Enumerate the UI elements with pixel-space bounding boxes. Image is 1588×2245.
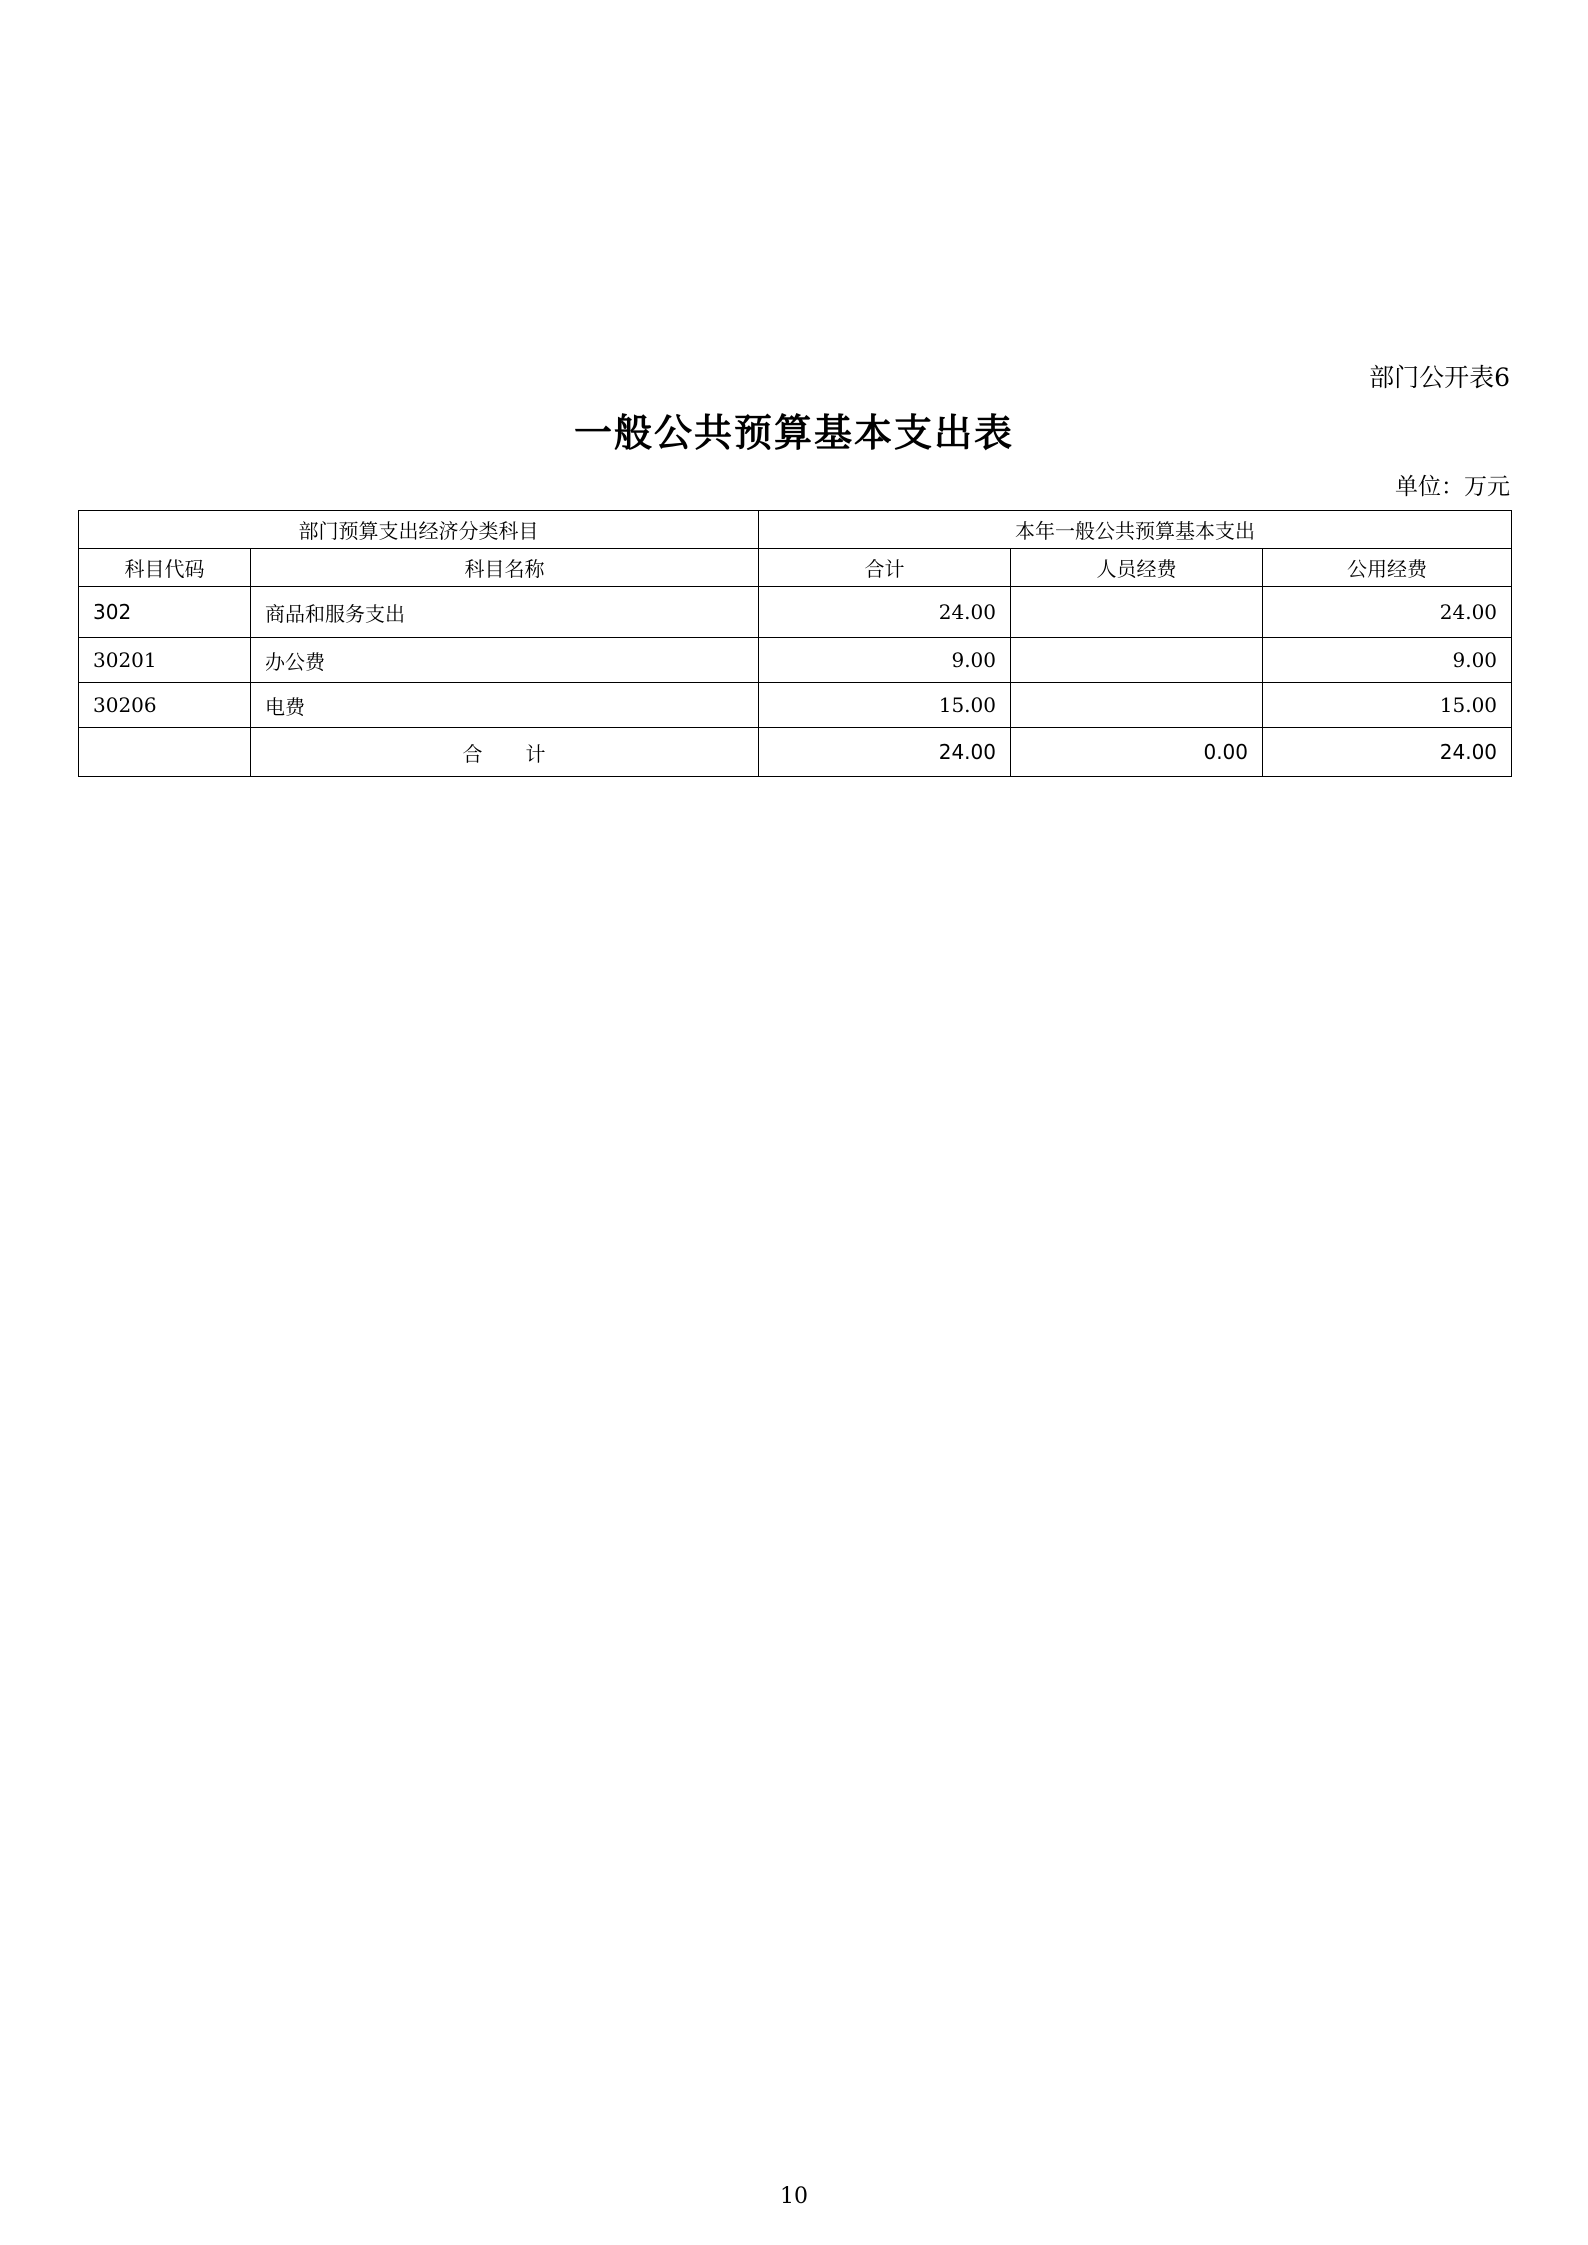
table-row (79, 587, 1512, 638)
row-total: 15.00 (759, 683, 1011, 728)
column-header-name: 科目名称 (251, 549, 759, 587)
column-header-public: 公用经费 (1263, 549, 1512, 587)
total-personnel: 0.00 (1011, 728, 1263, 777)
column-header-personnel: 人员经费 (1011, 549, 1263, 587)
row-name: 商品和服务支出 (251, 587, 759, 638)
column-header-row (79, 549, 1512, 587)
row-personnel (1011, 683, 1263, 728)
row-name: 办公费 (251, 638, 759, 683)
column-header-total: 合计 (759, 549, 1011, 587)
table-id-label: 部门公开表6 (1369, 363, 1510, 392)
row-public: 24.00 (1263, 587, 1512, 638)
table-row (79, 638, 1512, 683)
total-row (79, 728, 1512, 777)
total-total: 24.00 (759, 728, 1011, 777)
unit-label: 单位：万元 (1395, 474, 1510, 500)
row-code: 302 (79, 587, 251, 638)
group-header-row (79, 511, 1512, 549)
row-name: 电费 (251, 683, 759, 728)
total-public: 24.00 (1263, 728, 1512, 777)
row-code: 30201 (79, 638, 251, 683)
column-header-code: 科目代码 (79, 549, 251, 587)
group-header-economic-classification: 部门预算支出经济分类科目 (79, 511, 759, 549)
group-header-basic-expenditure: 本年一般公共预算基本支出 (759, 511, 1512, 549)
total-label: 合 计 (251, 728, 759, 777)
page-number: 10 (780, 2184, 808, 2209)
table-row (79, 683, 1512, 728)
row-personnel (1011, 638, 1263, 683)
row-total: 24.00 (759, 587, 1011, 638)
row-public: 15.00 (1263, 683, 1512, 728)
page-title: 一般公共预算基本支出表 (573, 411, 1014, 455)
row-code: 30206 (79, 683, 251, 728)
row-personnel (1011, 587, 1263, 638)
row-total: 9.00 (759, 638, 1011, 683)
row-public: 9.00 (1263, 638, 1512, 683)
total-row-code (79, 728, 251, 777)
budget-table (78, 510, 1512, 777)
